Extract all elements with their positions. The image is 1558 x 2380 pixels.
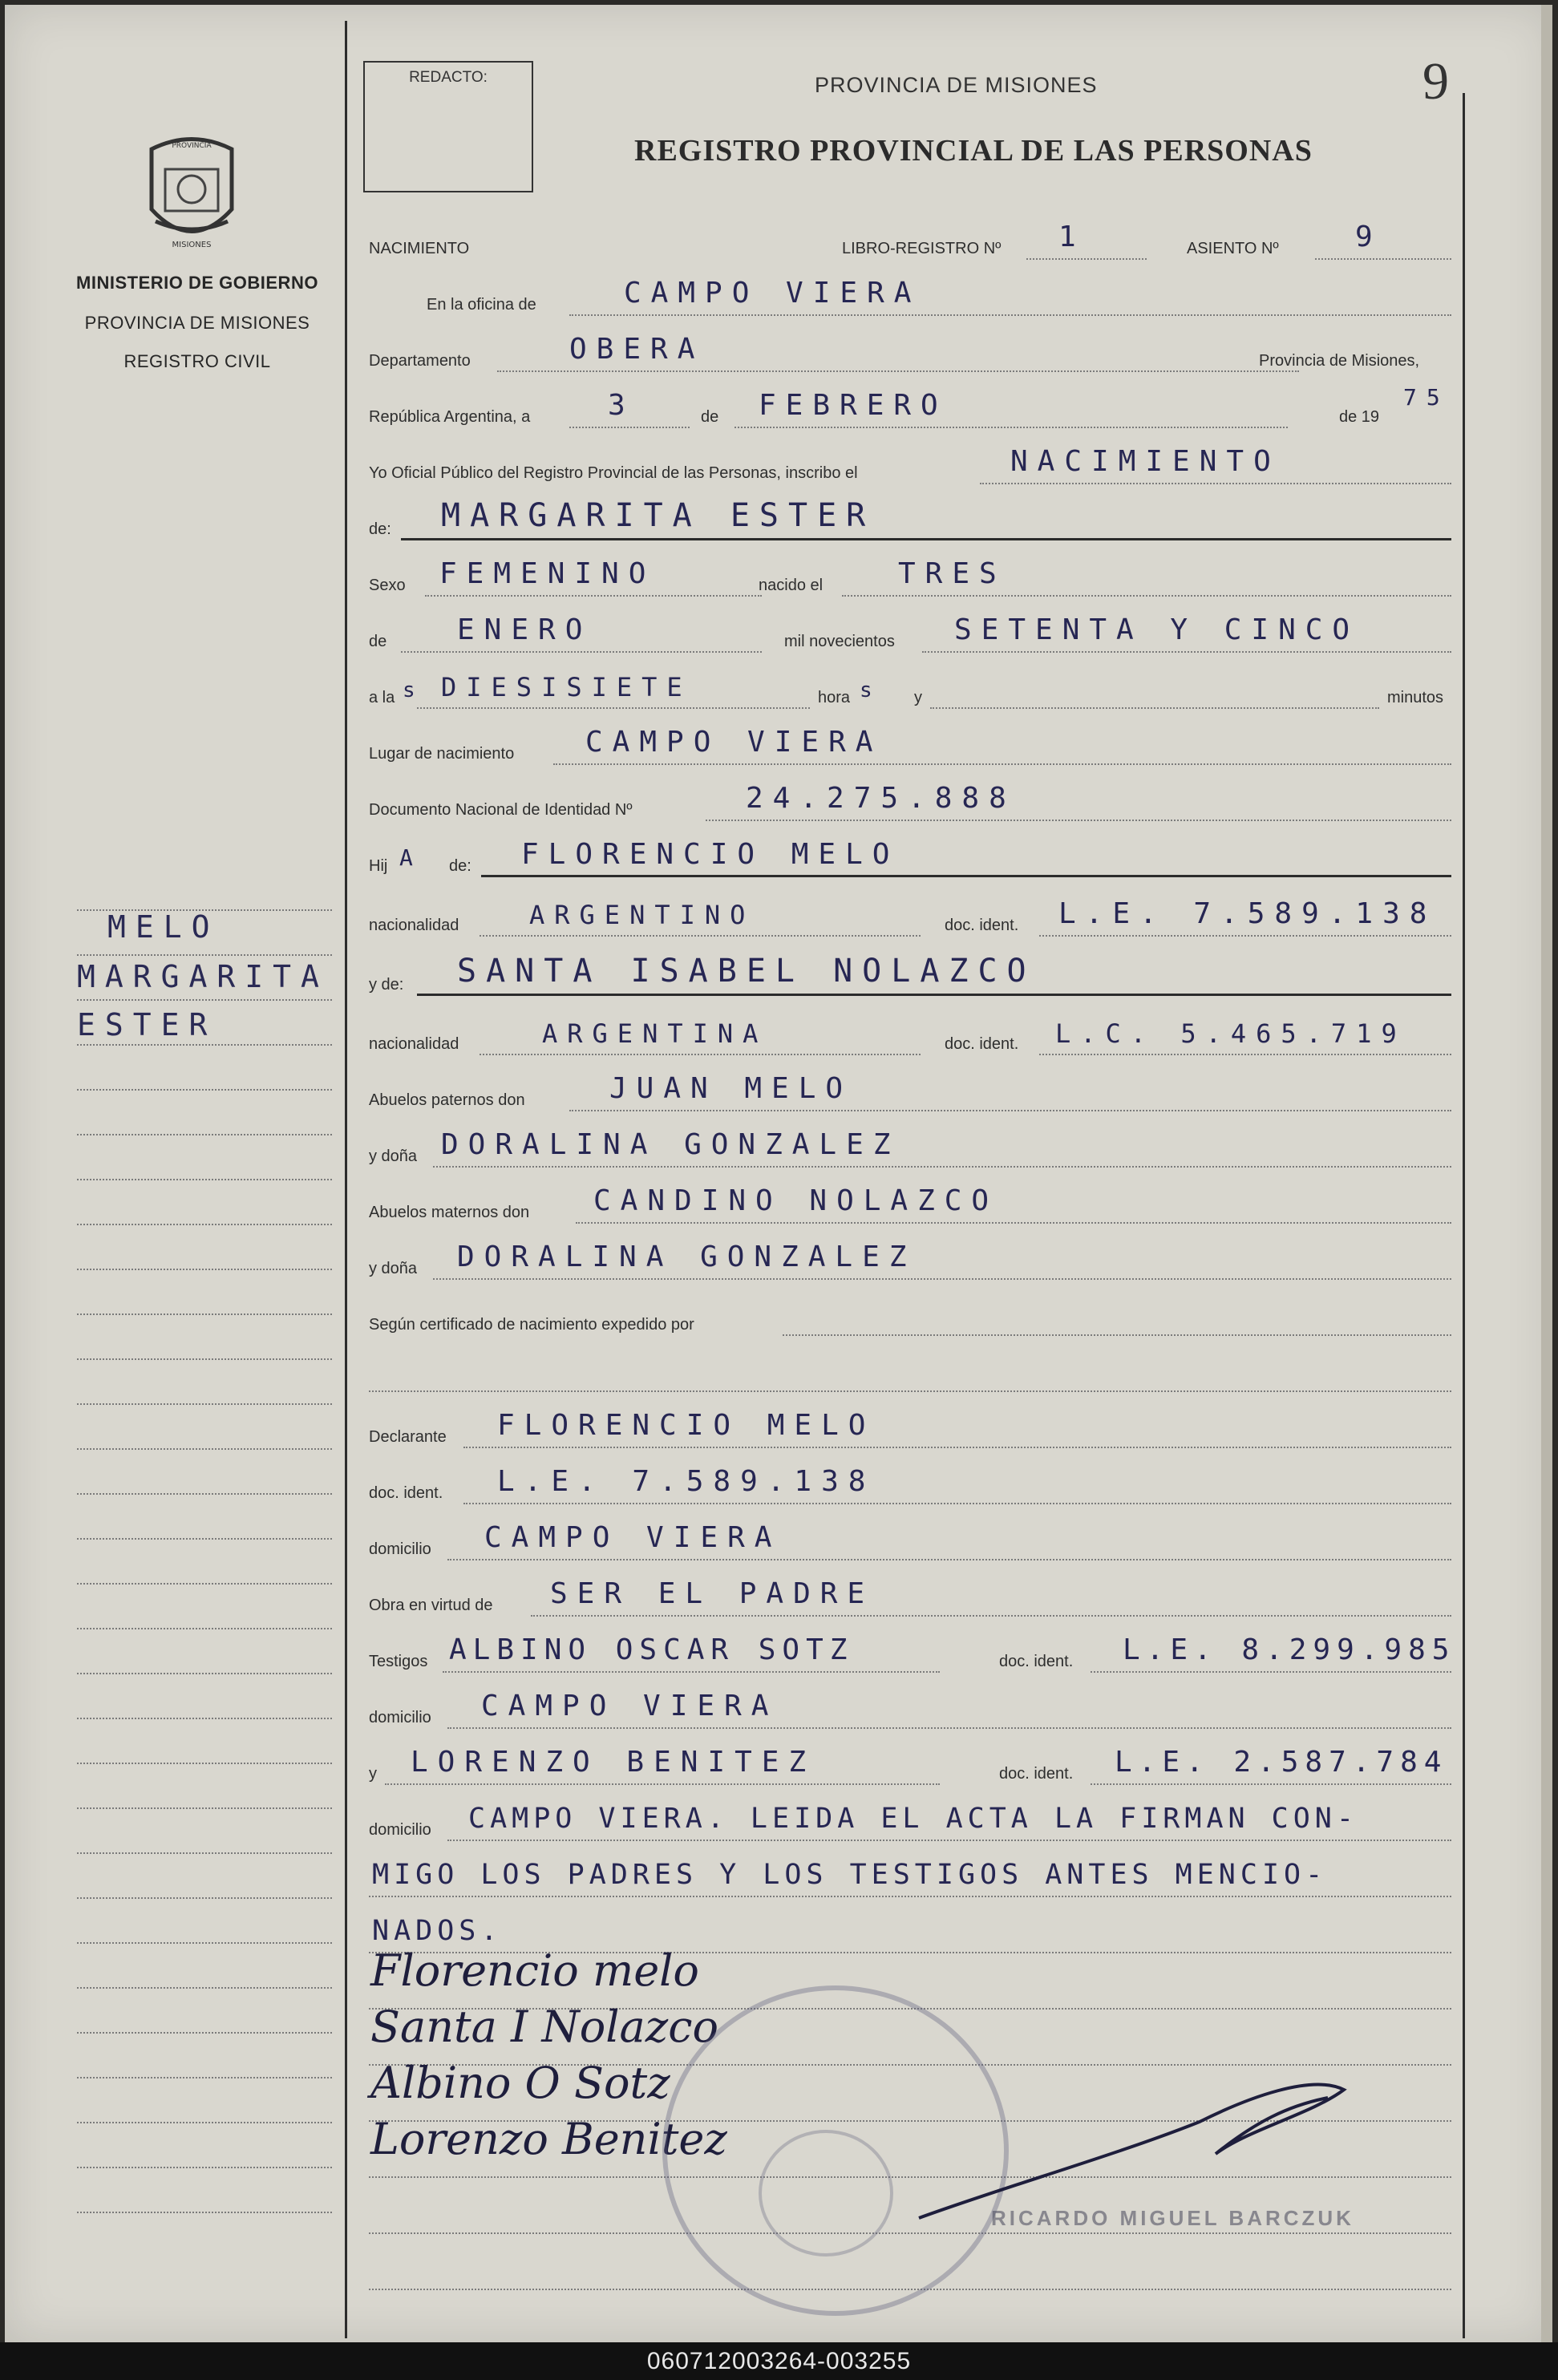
nacido-value: TRES bbox=[898, 557, 1006, 590]
margin-note-line bbox=[77, 954, 332, 956]
row-fecha: República Argentina, a 3 de FEBRERO de 19 75 bbox=[369, 383, 1451, 431]
redacto-box: REDACTO: bbox=[363, 61, 533, 192]
margin-note-line bbox=[77, 1224, 332, 1225]
declarante-dom-value: CAMPO VIERA bbox=[484, 1521, 782, 1554]
margin-note-line bbox=[77, 1403, 332, 1405]
margin-note-line bbox=[77, 1987, 332, 1989]
row-departamento: Departamento OBERA Provincia de Misiones, bbox=[369, 327, 1451, 375]
obra-value: SER EL PADRE bbox=[550, 1577, 875, 1610]
testigo2-dom-line-3: NADOS. bbox=[372, 1915, 503, 1947]
hij-suffix: A bbox=[399, 844, 423, 871]
row-libro: NACIMIENTO LIBRO-REGISTRO Nº 1 ASIENTO Nº 9 bbox=[369, 215, 1451, 263]
lugar-value: CAMPO VIERA bbox=[585, 726, 883, 759]
margin-note-line bbox=[77, 1942, 332, 1944]
official-name: RICARDO MIGUEL BARCZUK bbox=[991, 2206, 1354, 2230]
margin-note-line bbox=[77, 2077, 332, 2078]
page-edge bbox=[1541, 5, 1552, 2342]
testigo2-doc-value: L.E. 2.587.784 bbox=[1115, 1746, 1448, 1779]
margin-note-line bbox=[77, 1718, 332, 1719]
svg-text:MISIONES: MISIONES bbox=[172, 241, 212, 249]
row-declarante: Declarante FLORENCIO MELO bbox=[369, 1403, 1451, 1451]
ministry-title: MINISTERIO DE GOBIERNO bbox=[76, 273, 318, 293]
row-mes-nac: de ENERO mil novecientos SETENTA Y CINCO bbox=[369, 608, 1451, 656]
margin-note-line bbox=[77, 1583, 332, 1585]
margin-note-line bbox=[77, 1269, 332, 1270]
header-province: PROVINCIA DE MISIONES bbox=[815, 73, 1098, 97]
padre-value: FLORENCIO MELO bbox=[521, 838, 900, 871]
sexo-value: FEMENINO bbox=[439, 557, 656, 590]
dni-value: 24.275.888 bbox=[746, 782, 1016, 815]
margin-note-line-2: MARGARITA bbox=[77, 959, 329, 994]
row-testigo2-dom: domicilio CAMPO VIERA. LEIDA EL ACTA LA FIRMAN CON- bbox=[369, 1796, 1451, 1844]
margin-note-line bbox=[77, 1313, 332, 1315]
margin-note-line bbox=[77, 1358, 332, 1360]
margin-note-line bbox=[77, 2122, 332, 2123]
testigo1-doc-value: L.E. 8.299.985 bbox=[1123, 1633, 1456, 1666]
row-dni: Documento Nacional de Identidad Nº 24.275.888 bbox=[369, 776, 1451, 824]
libro-value: 1 bbox=[1058, 221, 1086, 253]
dia-value: 3 bbox=[608, 389, 635, 422]
row-oficina: En la oficina de CAMPO VIERA bbox=[369, 271, 1451, 319]
padre-nac-value: ARGENTINO bbox=[529, 900, 755, 930]
row-declarante-dom: domicilio CAMPO VIERA bbox=[369, 1516, 1451, 1564]
margin-note-line bbox=[77, 1897, 332, 1899]
signature-testigo1: Albino O Sotz bbox=[370, 2058, 670, 2108]
row-obra: Obra en virtud de SER EL PADRE bbox=[369, 1572, 1451, 1620]
provincial-emblem bbox=[140, 133, 244, 253]
registry-stamp-emblem bbox=[759, 2130, 893, 2257]
margin-note-line bbox=[77, 1448, 332, 1450]
testigo2-dom-line-1: CAMPO VIERA. LEIDA EL ACTA LA FIRMAN CON- bbox=[468, 1803, 1358, 1835]
departamento-value: OBERA bbox=[569, 333, 705, 366]
row-blank bbox=[369, 1347, 1451, 1395]
margin-note-line-3: ESTER bbox=[77, 1007, 217, 1042]
anio-nac-value: SETENTA Y CINCO bbox=[954, 613, 1360, 646]
document-page bbox=[5, 5, 1552, 2342]
testigo2-dom-line-2: MIGO LOS PADRES Y LOS TESTIGOS ANTES MENCIO- bbox=[372, 1859, 1328, 1891]
row-abuelo-mat: Abuelos maternos don CANDINO NOLAZCO bbox=[369, 1179, 1451, 1227]
margin-note-line bbox=[77, 2032, 332, 2034]
acto-value: NACIMIENTO bbox=[1010, 445, 1281, 478]
mes-value: FEBRERO bbox=[759, 389, 948, 422]
row-continuation-1 bbox=[369, 1852, 1451, 1900]
row-madre: y de: SANTA ISABEL NOLAZCO bbox=[369, 951, 1451, 999]
margin-note-line bbox=[77, 1179, 332, 1180]
oficina-value: CAMPO VIERA bbox=[624, 277, 921, 310]
row-declarante-doc: doc. ident. L.E. 7.589.138 bbox=[369, 1459, 1451, 1508]
padre-doc-value: L.E. 7.589.138 bbox=[1058, 897, 1437, 930]
row-abuelo-pat: Abuelos paternos don JUAN MELO bbox=[369, 1067, 1451, 1115]
signature-testigo2: Lorenzo Benitez bbox=[370, 2114, 727, 2164]
margin-note-line bbox=[77, 1673, 332, 1674]
header-registry: REGISTRO PROVINCIAL DE LAS PERSONAS bbox=[634, 134, 1313, 168]
declarante-doc-value: L.E. 7.589.138 bbox=[497, 1465, 876, 1498]
margin-note-line bbox=[77, 1807, 332, 1809]
hora-plural: s bbox=[860, 678, 882, 702]
registry-title: REGISTRO CIVIL bbox=[123, 351, 271, 371]
abuelo-pat-value: JUAN MELO bbox=[609, 1072, 853, 1105]
signature-madre: Santa I Nolazco bbox=[370, 2002, 718, 2052]
margin-note-line bbox=[77, 1763, 332, 1764]
testigo1-dom-value: CAMPO VIERA bbox=[481, 1690, 779, 1722]
margin-note-line-1: MELO bbox=[107, 909, 220, 945]
nombre-value: MARGARITA ESTER bbox=[441, 497, 876, 534]
row-sexo: Sexo FEMENINO nacido el TRES bbox=[369, 552, 1451, 600]
row-testigo1-dom: domicilio CAMPO VIERA bbox=[369, 1684, 1451, 1732]
declarante-value: FLORENCIO MELO bbox=[497, 1409, 876, 1442]
page-number: 9 bbox=[1422, 52, 1449, 111]
mes-nac-value: ENERO bbox=[457, 613, 593, 646]
margin-note-line bbox=[77, 2212, 332, 2213]
abuelo-mat-value: CANDINO NOLAZCO bbox=[593, 1184, 999, 1217]
madre-doc-value: L.C. 5.465.719 bbox=[1055, 1018, 1406, 1049]
row-testigo1: Testigos ALBINO OSCAR SOTZ doc. ident. L.E. 8.299.985 bbox=[369, 1628, 1451, 1676]
province-title: PROVINCIA DE MISIONES bbox=[84, 313, 310, 333]
madre-value: SANTA ISABEL NOLAZCO bbox=[457, 953, 1036, 990]
abuela-pat-value: DORALINA GONZALEZ bbox=[441, 1128, 900, 1161]
madre-nac-value: ARGENTINA bbox=[542, 1018, 768, 1049]
row-abuela-pat: y doña DORALINA GONZALEZ bbox=[369, 1123, 1451, 1171]
margin-note-line bbox=[77, 1628, 332, 1629]
margin-note-line bbox=[77, 1044, 332, 1046]
row-padre-nac: nacionalidad ARGENTINO doc. ident. L.E. 7.589.138 bbox=[369, 892, 1451, 940]
hora-value: DIESISIETE bbox=[441, 672, 692, 702]
margin-note-line bbox=[77, 999, 332, 1001]
margin-note-line bbox=[77, 2167, 332, 2168]
margin-note-line bbox=[77, 1089, 332, 1091]
row-testigo2: y LORENZO BENITEZ doc. ident. L.E. 2.587.784 bbox=[369, 1740, 1451, 1788]
row-hora: a la s DIESISIETE hora s y minutos bbox=[369, 664, 1451, 712]
hora-suffix: s bbox=[403, 678, 425, 702]
archive-id-footer: 060712003264-003255 bbox=[0, 2342, 1558, 2380]
row-nombre: de: MARGARITA ESTER bbox=[369, 496, 1451, 544]
right-rule bbox=[1463, 93, 1465, 2338]
asiento-value: 9 bbox=[1355, 221, 1382, 253]
row-segun: Según certificado de nacimiento expedido por bbox=[369, 1291, 1451, 1339]
row-abuela-mat: y doña DORALINA GONZALEZ bbox=[369, 1235, 1451, 1283]
margin-note-line bbox=[77, 1538, 332, 1540]
row-padre: Hij A de: FLORENCIO MELO bbox=[369, 832, 1451, 880]
margin-rule bbox=[345, 21, 347, 2338]
row-lugar: Lugar de nacimiento CAMPO VIERA bbox=[369, 720, 1451, 768]
margin-note-line bbox=[77, 1493, 332, 1495]
signature-padre: Florencio melo bbox=[370, 1945, 699, 1996]
anio-value: 75 bbox=[1403, 384, 1450, 411]
margin-note-line bbox=[77, 1134, 332, 1135]
testigo2-value: LORENZO BENITEZ bbox=[411, 1746, 816, 1779]
margin-note-line bbox=[77, 1852, 332, 1854]
testigo1-value: ALBINO OSCAR SOTZ bbox=[449, 1633, 854, 1666]
row-madre-nac: nacionalidad ARGENTINA doc. ident. L.C. 5.465.719 bbox=[369, 1010, 1451, 1058]
svg-text:PROVINCIA: PROVINCIA bbox=[172, 142, 212, 150]
abuela-mat-value: DORALINA GONZALEZ bbox=[457, 1241, 917, 1273]
row-acto: Yo Oficial Público del Registro Provincial de las Personas, inscribo el NACIMIENTO bbox=[369, 439, 1451, 488]
